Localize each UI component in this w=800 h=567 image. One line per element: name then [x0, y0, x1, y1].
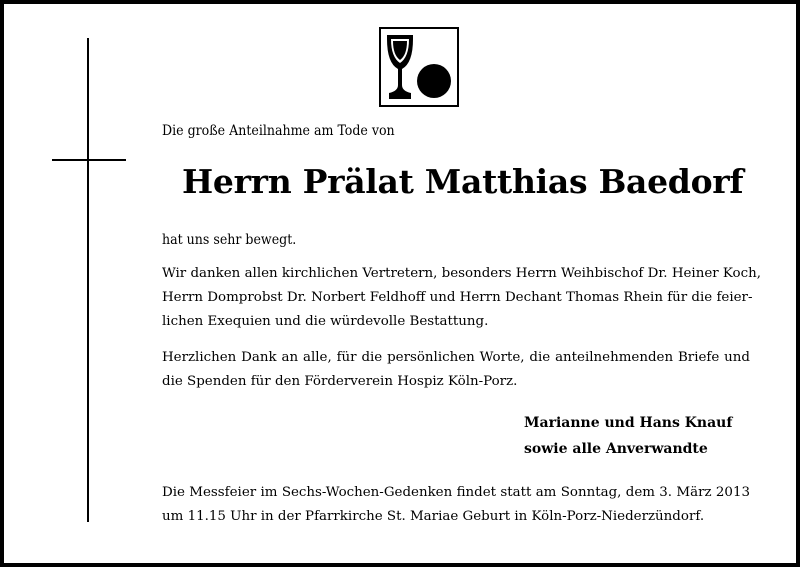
- signature-line-2: sowie alle Anverwandte: [524, 441, 708, 457]
- paragraph-line: Die Messfeier im Sechs-Wochen-Gedenken findet statt am Sonntag, dem 3. März 2013: [162, 485, 750, 500]
- thanks-clergy-paragraph: [162, 262, 761, 334]
- signature-line-1: Marianne und Hans Knauf: [524, 415, 733, 431]
- deceased-name-heading: Herrn Prälat Matthias Baedorf: [182, 162, 744, 201]
- intro-line: Die große Anteilnahme am Tode von: [162, 123, 395, 139]
- paragraph-line: um 11.15 Uhr in der Pfarrkirche St. Mariae Geburt in Köln-Porz-Niederzündorf.: [162, 509, 705, 524]
- paragraph-line: Wir danken allen kirchlichen Vertretern, besonders Herrn Weihbischof Dr. Heiner Koch,: [162, 266, 761, 281]
- paragraph-line: die Spenden für den Förderverein Hospiz Köln-Porz.: [162, 374, 518, 389]
- thanks-all-paragraph: [162, 346, 750, 394]
- paragraph-line: lichen Exequien und die würdevolle Bestattung.: [162, 314, 489, 329]
- chalice-and-host-icon: [379, 27, 459, 107]
- cross-icon-vertical-bar: [87, 38, 89, 522]
- mass-notice-paragraph: [162, 481, 750, 529]
- paragraph-line: Herrn Domprobst Dr. Norbert Feldhoff und Herrn Dechant Thomas Rhein für die feier-: [162, 290, 753, 305]
- moved-line: hat uns sehr bewegt.: [162, 232, 297, 248]
- paragraph-line: Herzlichen Dank an alle, für die persönlichen Worte, die anteilnehmenden Briefe und: [162, 350, 750, 365]
- cross-icon-horizontal-bar: [52, 159, 126, 161]
